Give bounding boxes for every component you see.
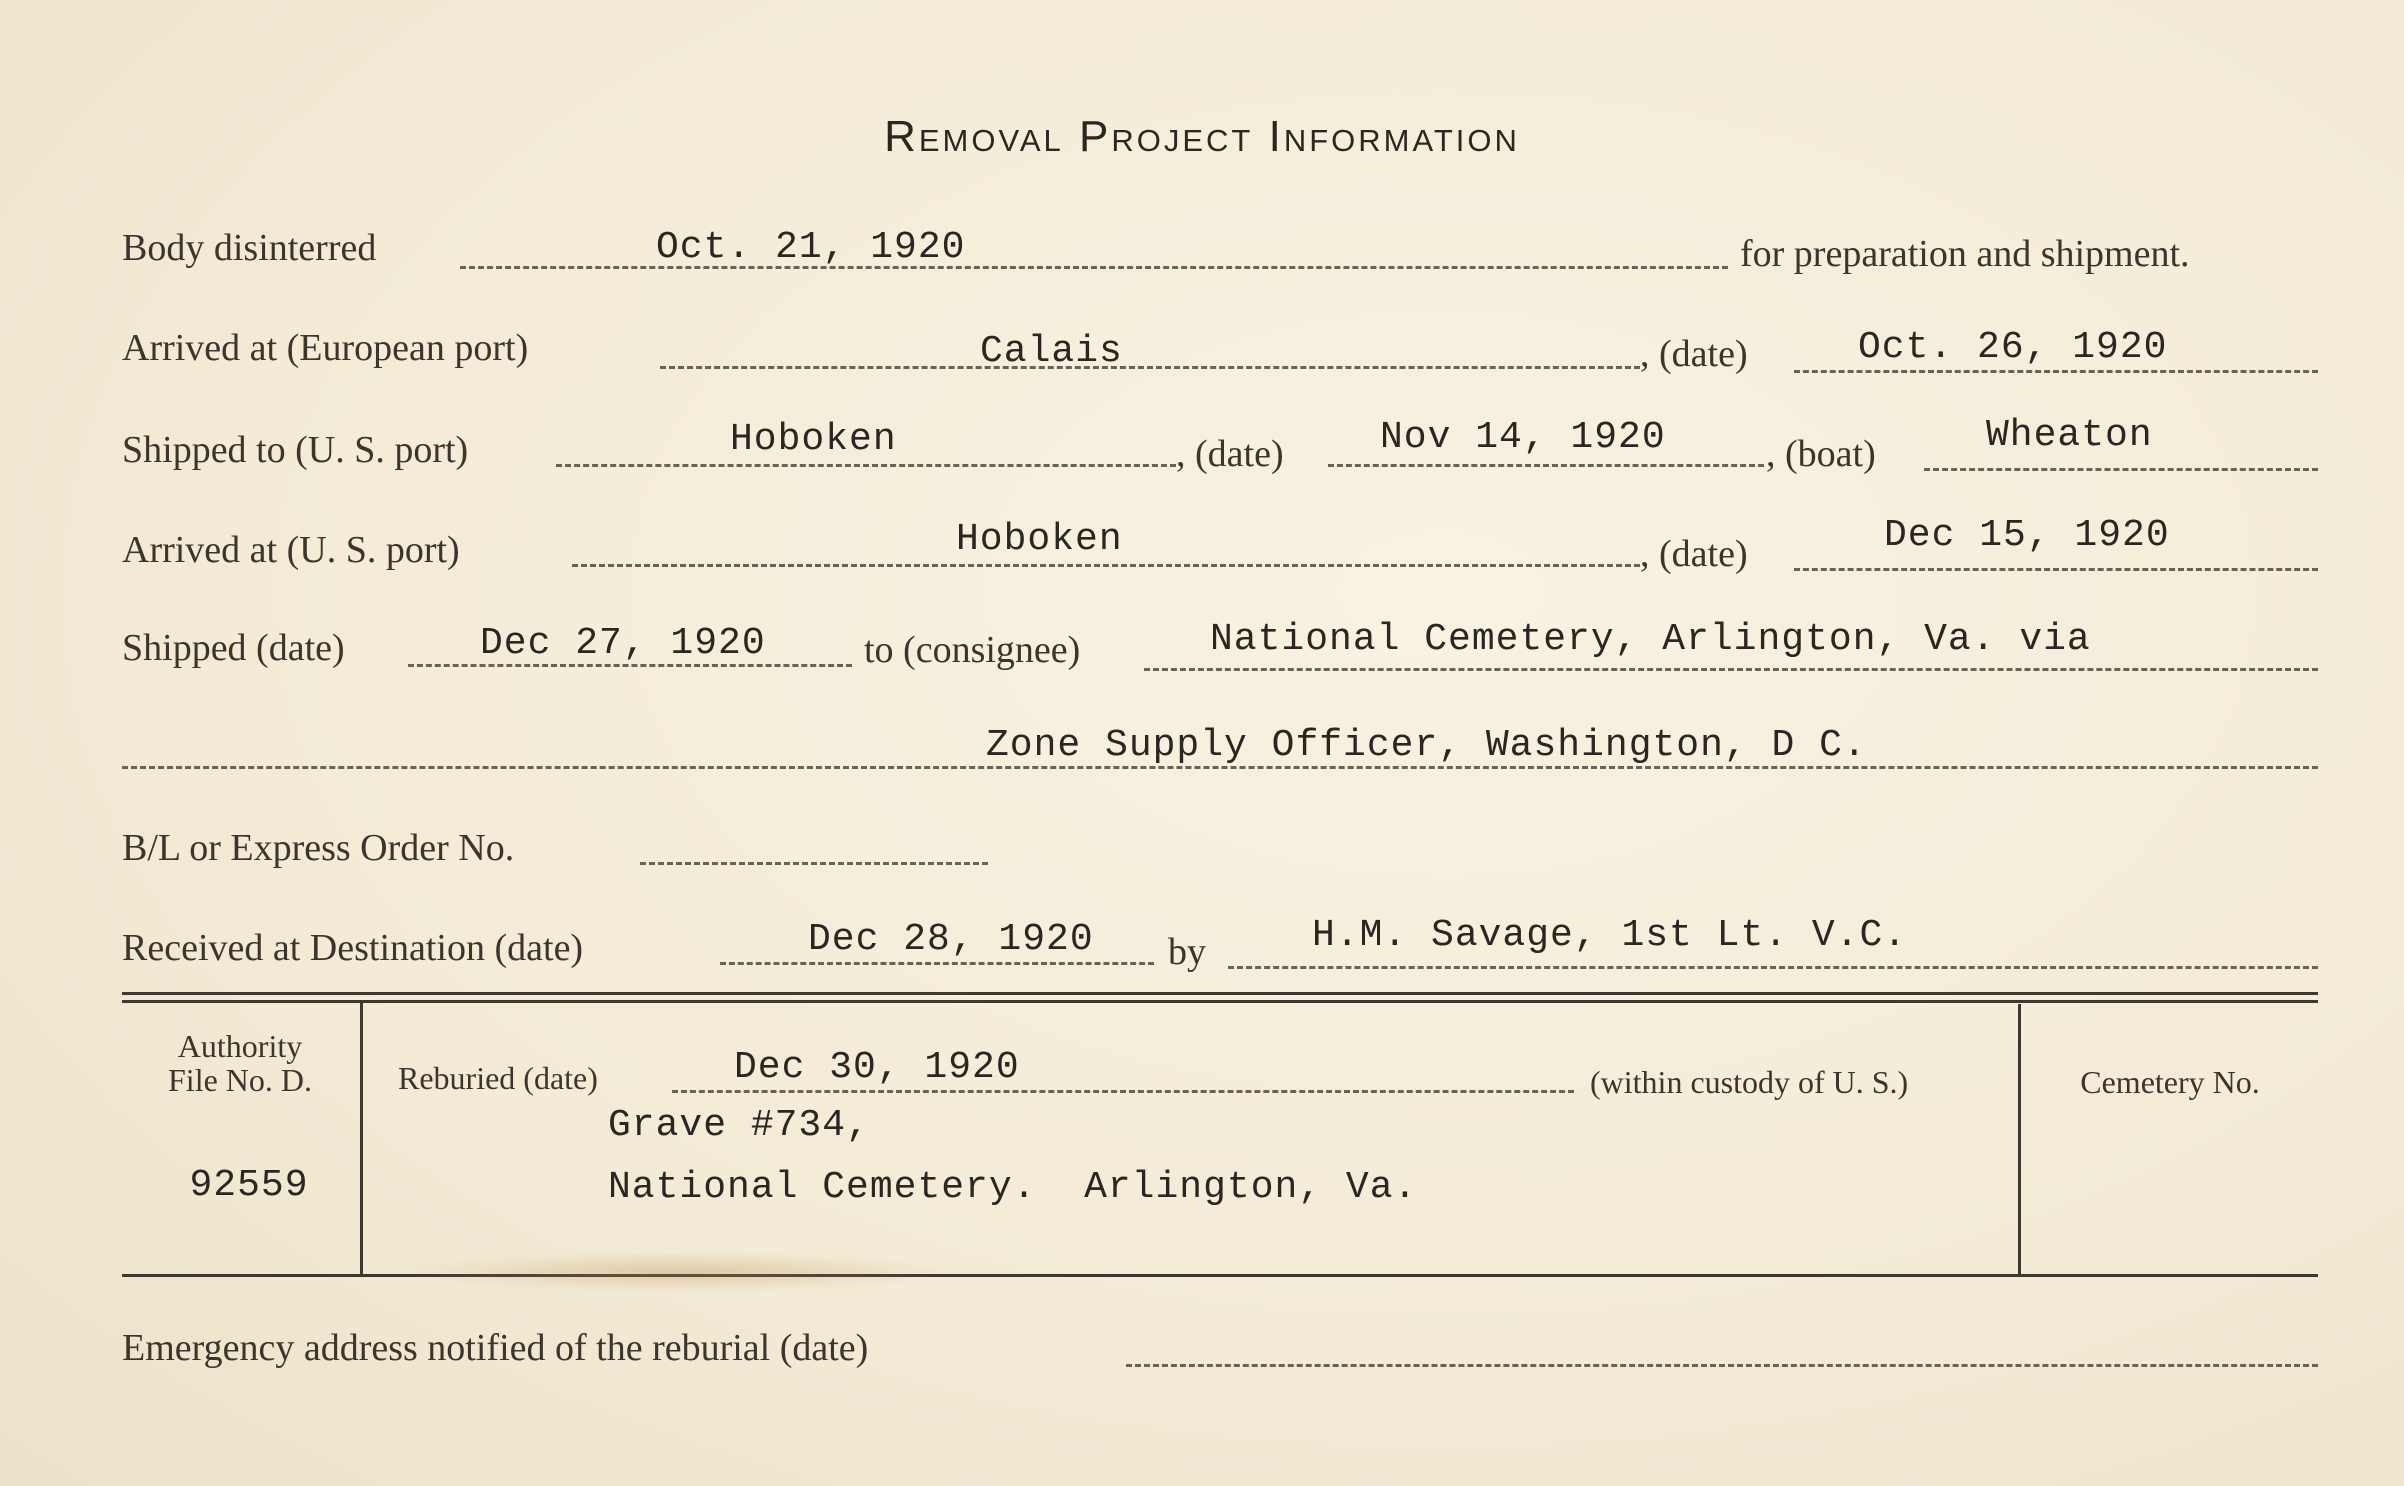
body-disinterred-label: Body disinterred	[122, 227, 377, 269]
shipped-us-date-line	[1328, 464, 1764, 467]
box-divider-right	[2018, 1004, 2021, 1274]
shipped-us-boat-label: , (boat)	[1766, 433, 1876, 475]
received-label: Received at Destination (date)	[122, 927, 584, 969]
shipped-date-value: Dec 27, 1920	[480, 622, 766, 665]
custody-note: (within custody of U. S.)	[1590, 1064, 1909, 1100]
consignee-value-2: Zone Supply Officer, Washington, D C.	[986, 724, 1867, 767]
authority-label-2: File No. D.	[168, 1062, 312, 1098]
authority-label-1: Authority	[177, 1028, 303, 1064]
grave-line-1: Grave #734,	[608, 1104, 870, 1147]
received-by-value: H.M. Savage, 1st Lt. V.C.	[1312, 914, 1908, 957]
consignee-label: to (consignee)	[864, 629, 1081, 671]
arrived-european-date: Oct. 26, 1920	[1858, 326, 2168, 369]
arrived-us-date-label: , (date)	[1640, 533, 1748, 575]
arrived-european-date-label: , (date)	[1640, 333, 1748, 375]
shipped-us-value: Hoboken	[730, 418, 897, 461]
arrived-european-date-line	[1794, 370, 2318, 373]
received-by-line	[1228, 966, 2318, 969]
arrived-us-date-line	[1794, 568, 2318, 571]
shipped-us-date: Nov 14, 1920	[1380, 416, 1666, 459]
shipped-date-label: Shipped (date)	[122, 627, 345, 669]
shipped-us-boat-line	[1924, 468, 2318, 471]
body-disinterred-value: Oct. 21, 1920	[656, 226, 966, 269]
shipped-us-line	[556, 464, 1176, 467]
arrived-european-line	[660, 366, 1640, 369]
box-top-rule-2	[122, 1000, 2318, 1003]
arrived-european-value: Calais	[980, 330, 1123, 373]
box-top-rule-1	[122, 992, 2318, 995]
page-title: Removal Project Information	[884, 112, 1520, 161]
arrived-us-label: Arrived at (U. S. port)	[122, 529, 460, 571]
arrived-us-line	[572, 564, 1640, 567]
shipped-us-label: Shipped to (U. S. port)	[122, 429, 469, 471]
reburied-line	[672, 1090, 1574, 1093]
box-divider-left	[360, 1000, 363, 1274]
authority-file-value: 92559	[189, 1164, 309, 1207]
consignee-value: National Cemetery, Arlington, Va. via	[1210, 618, 2091, 661]
bl-order-line	[640, 862, 988, 865]
reburied-label: Reburied (date)	[398, 1060, 598, 1096]
emergency-line	[1126, 1364, 2318, 1367]
reburied-value: Dec 30, 1920	[734, 1046, 1020, 1089]
body-disinterred-suffix: for preparation and shipment.	[1740, 233, 2190, 275]
arrived-us-value: Hoboken	[956, 518, 1123, 561]
grave-line-2: National Cemetery. Arlington, Va.	[608, 1166, 1418, 1209]
received-line	[720, 962, 1154, 965]
bl-order-label: B/L or Express Order No.	[122, 827, 515, 869]
shipped-us-boat: Wheaton	[1986, 414, 2153, 457]
shipped-us-date-label: , (date)	[1176, 433, 1284, 475]
consignee-line	[1144, 668, 2318, 671]
cemetery-no-label: Cemetery No.	[2080, 1064, 2260, 1100]
arrived-us-date: Dec 15, 1920	[1884, 514, 2170, 557]
arrived-european-label: Arrived at (European port)	[122, 327, 529, 369]
paper-stain	[400, 1252, 960, 1292]
received-by-label: by	[1168, 931, 1206, 973]
body-disinterred-line	[460, 266, 1728, 269]
received-value: Dec 28, 1920	[808, 918, 1094, 961]
emergency-label: Emergency address notified of the reburial (date)	[122, 1327, 869, 1369]
